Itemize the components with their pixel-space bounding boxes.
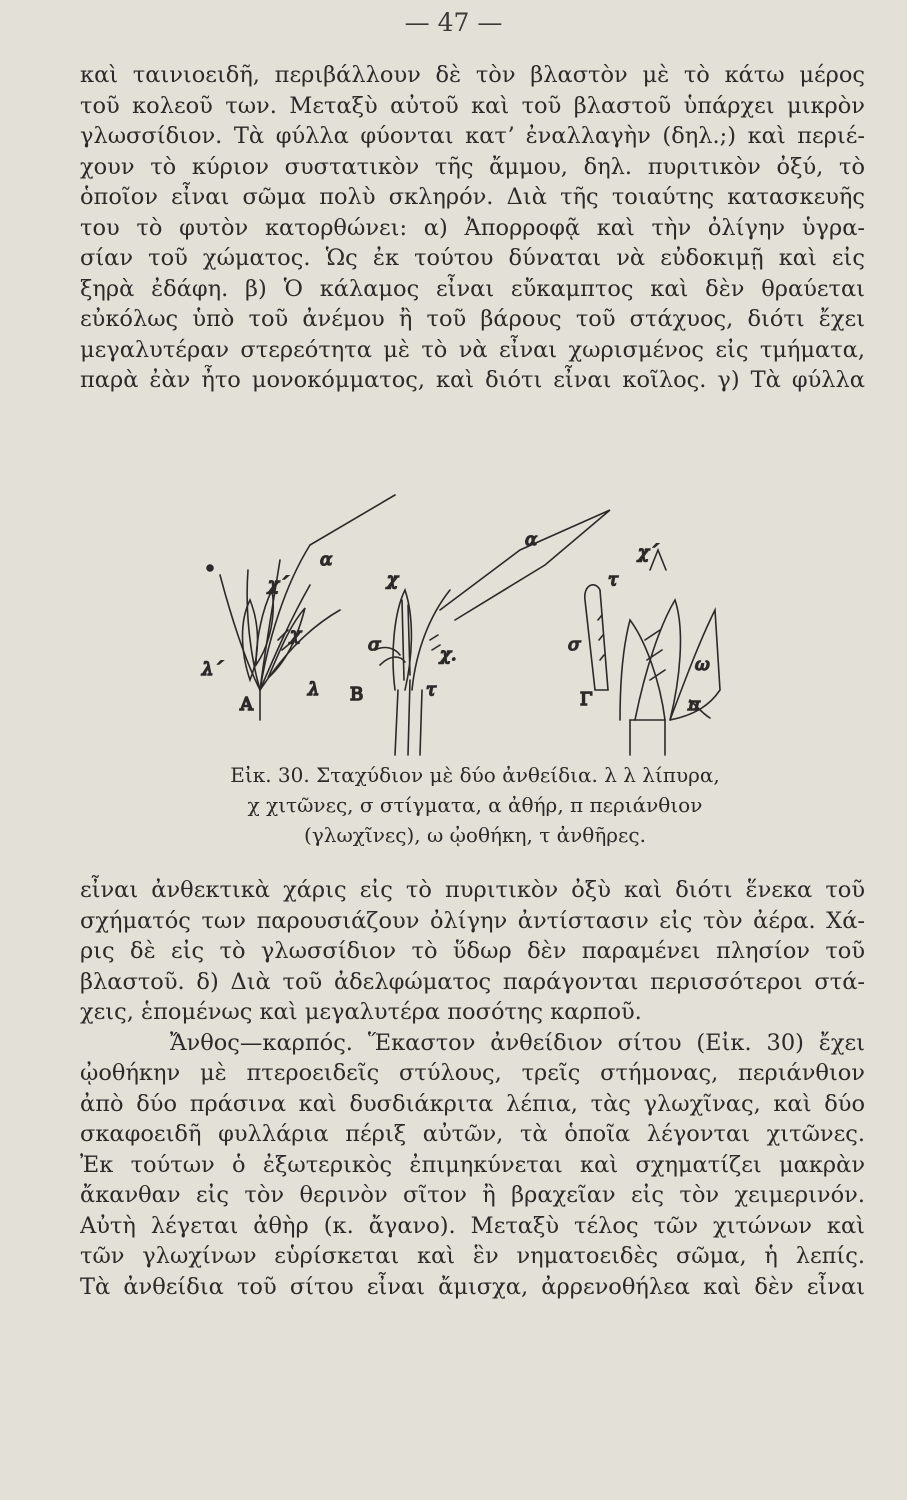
text-line: ξηρὰ ἐδάφη. β) Ὁ κάλαμος εἶναι εὔκαμπτος καὶ δὲν θραύεται: [80, 275, 865, 302]
panel-letter-a: Α: [240, 694, 253, 715]
fig-label-tau: τ: [426, 679, 436, 700]
panel-letter-b: Β: [350, 684, 364, 705]
spikelet-illustration: [190, 490, 730, 760]
text-line: καὶ ταινιοειδῆ, περιβάλλουν δὲ τὸν βλαστὸν μὲ τὸ κάτω μέρος: [80, 62, 865, 88]
fig-label-omega: ω: [695, 654, 710, 675]
paragraph-bottom: [80, 875, 865, 1302]
section-heading-line: Ἄνθος—καρπός. Ἕκαστον ἀνθείδιον σίτου (Εἰκ. 30) ἔχει: [170, 1029, 865, 1056]
caption-line: (γλωχῖνες), ω ᾠοθήκη, τ ἀνθῆρες.: [304, 823, 646, 847]
fig-label-chi: χ.: [440, 644, 457, 665]
text-line: Ἐκ τούτων ὁ ἐξωτερικὸς ἐπιμηκύνεται καὶ σχηματίζει μακρὰν: [80, 1151, 865, 1178]
text-line: ὁποῖον εἶναι σῶμα πολὺ σκληρόν. Διὰ τῆς τοιαύτης κατασκευῆς: [80, 184, 865, 210]
fig-label-pi: π: [688, 694, 700, 715]
text-line: Τὰ ἀνθείδια τοῦ σίτου εἶναι ἄμισχα, ἀρρενοθήλεα καὶ δὲν εἶναι: [80, 1273, 865, 1300]
text-line: ἄκανθαν εἰς τὸν θερινὸν σῖτον ἢ βραχεῖαν εἰς τὸν χειμερινόν.: [80, 1182, 865, 1208]
paragraph-top: [80, 60, 865, 396]
text-line: βλαστοῦ. δ) Διὰ τοῦ ἀδελφώματος παράγονται περισσότεροι στά-: [80, 968, 865, 995]
fig-label-chi: χ: [290, 624, 301, 645]
caption-line: χ χιτῶνες, σ στίγματα, α ἀθήρ, π περιάνθιον: [247, 793, 703, 817]
text-line: σίαν τοῦ χώματος. Ὡς ἐκ τούτου δύναται νὰ εὐδοκιμῇ καὶ εἰς: [80, 245, 865, 271]
text-line: του τὸ φυτὸν κατορθώνει: α) Ἀπορροφᾷ καὶ τὴν ὀλίγην ὑγρα-: [80, 214, 865, 241]
text-line: ἀπὸ δύο πράσινα καὶ δυσδιάκριτα λέπια, τὰς γλωχῖνας, καὶ δύο: [80, 1090, 865, 1117]
figure-caption: [195, 760, 755, 850]
fig-label-chi-prime: χ΄: [268, 574, 288, 595]
text-line: χεις, ἑπομένως καὶ μεγαλυτέρα ποσότης καρποῦ.: [80, 999, 642, 1025]
text-line: παρὰ ἐὰν ἦτο μονοκόμματος, καὶ διότι εἶναι κοῖλος. γ) Τὰ φύλλα: [80, 367, 865, 393]
text-line: χουν τὸ κύριον συστατικὸν τῆς ἄμμου, δηλ. πυριτικὸν ὀξύ, τὸ: [80, 153, 865, 180]
panel-letter-g: Γ: [580, 689, 593, 710]
fig-label-chi: χ: [387, 569, 398, 590]
panel-b-drawing: [375, 510, 610, 755]
figure-wheat-spikelet: [190, 490, 730, 760]
text-line: τῶν γλωχίνων εὑρίσκεται καὶ ἓν νηματοειδὲς σῶμα, ἡ λεπίς.: [80, 1243, 865, 1269]
page-number: — 47 —: [404, 8, 503, 37]
text-line: ᾠοθήκην μὲ πτεροειδεῖς στύλους, τρεῖς στήμονας, περιάνθιον: [80, 1060, 865, 1086]
text-line: σχήματός των παρουσιάζουν ὀλίγην ἀντίστασιν εἰς τὸν ἀέρα. Χά-: [80, 907, 865, 934]
text-line: γλωσσίδιον. Τὰ φύλλα φύονται κατʼ ἐναλλαγὴν (δηλ.;) καὶ περιέ-: [80, 123, 865, 149]
fig-label-lambda: λ: [308, 679, 320, 700]
fig-label-lambda-prime: λ΄: [202, 659, 223, 680]
panel-a-drawing: [207, 495, 395, 720]
caption-line: Εἰκ. 30. Σταχύδιον μὲ δύο ἀνθείδια. λ λ λίπυρα,: [230, 763, 720, 787]
fig-label-sigma: σ: [368, 634, 381, 655]
panel-g-drawing: [585, 550, 720, 755]
fig-label-sigma: σ: [568, 634, 581, 655]
fig-label-chi-prime: χ΄: [638, 542, 658, 563]
text-line: εὐκόλως ὑπὸ τοῦ ἀνέμου ἢ τοῦ βάρους τοῦ στάχυος, διότι ἔχει: [80, 306, 865, 332]
fig-label-tau: τ: [608, 569, 618, 590]
text-line: ρις δὲ εἰς τὸ γλωσσίδιον τὸ ὕδωρ δὲν παραμένει πλησίον τοῦ: [80, 938, 865, 964]
text-line: εἶναι ἀνθεκτικὰ χάρις εἰς τὸ πυριτικὸν ὀξὺ καὶ διότι ἕνεκα τοῦ: [80, 877, 865, 903]
fig-label-a: α: [320, 549, 333, 570]
text-line: μεγαλυτέραν στερεότητα μὲ τὸ νὰ εἶναι χωρισμένος εἰς τμήματα,: [80, 336, 865, 363]
fig-label-a: α: [525, 529, 538, 550]
text-line: σκαφοειδῆ φυλλάρια πέριξ αὐτῶν, τὰ ὁποῖα λέγονται χιτῶνες.: [80, 1121, 865, 1147]
text-line: τοῦ κολεοῦ των. Μεταξὺ αὐτοῦ καὶ τοῦ βλαστοῦ ὑπάρχει μικρὸν: [80, 92, 865, 119]
text-line: Αὐτὴ λέγεται ἀθὴρ (κ. ἄγανο). Μεταξὺ τέλος τῶν χιτώνων καὶ: [80, 1212, 865, 1239]
